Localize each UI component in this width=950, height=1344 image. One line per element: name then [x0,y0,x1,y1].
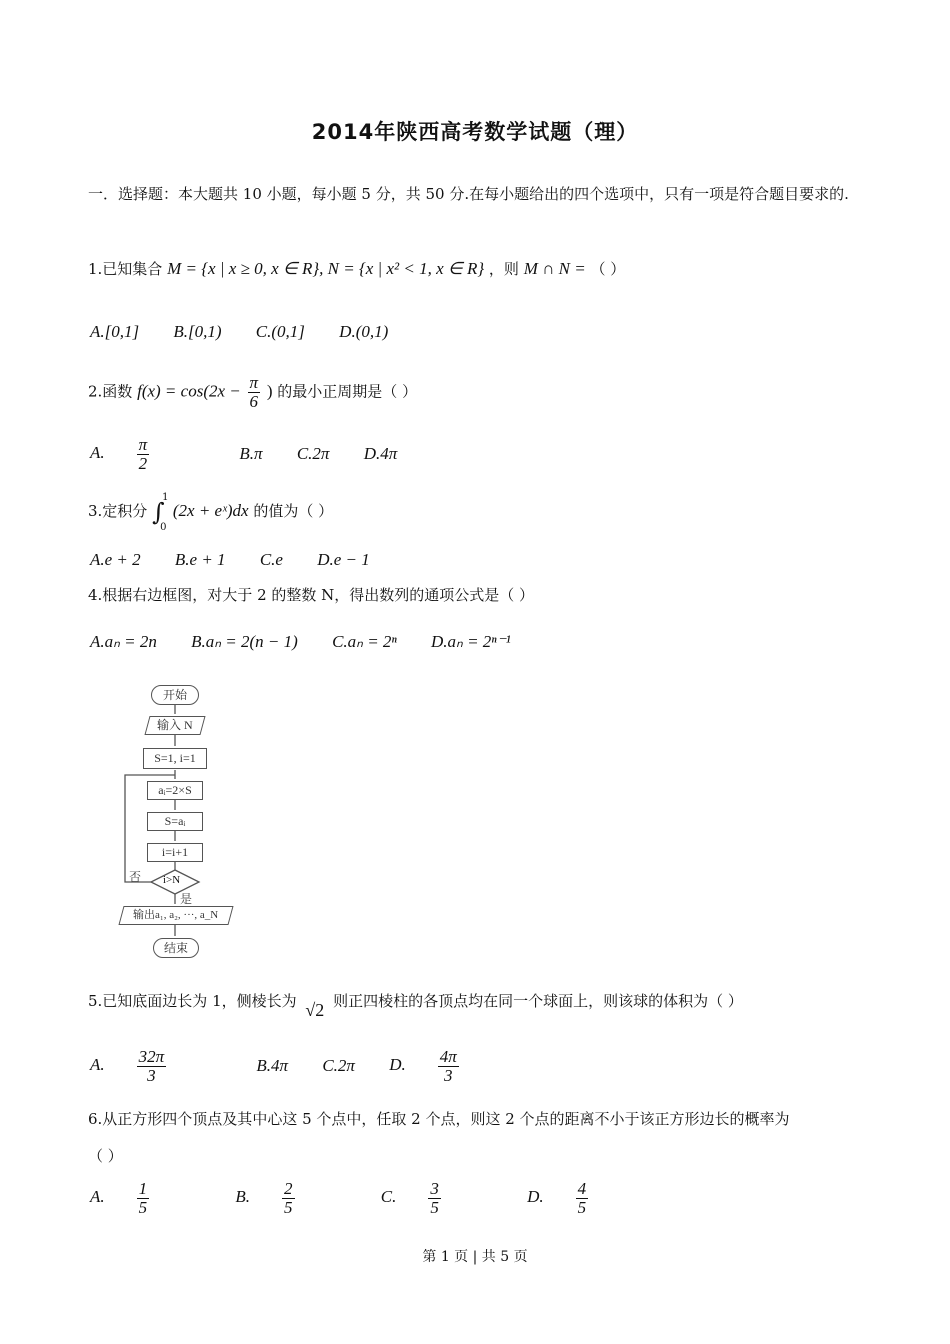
q2-frac-num: π [249,373,259,392]
question-4: 4.根据右边框图，对大于 2 的整数 N，得出数列的通项公式是（ ） [88,586,535,604]
q1-option-a: A.[0,1] [90,322,140,341]
q5-suffix: 则正四棱柱的各顶点均在同一个球面上，则该球的体积为（ ） [333,992,743,1010]
q3-suffix: 的值为（ ） [253,502,334,520]
question-1 [88,258,625,279]
q5-option-a-num: 32π [138,1047,165,1066]
q2-option-a [90,436,209,473]
q2-option-a-fraction [137,436,180,473]
q2-fraction [248,374,261,411]
q5-sqrt: √2 [305,999,325,1020]
q6-option-c-den: 5 [430,1197,439,1217]
flowchart-input [144,716,205,735]
flowchart-init: S=1, i=1 [143,748,207,769]
page-footer: 第 1 页 | 共 5 页 [422,1249,528,1265]
q5-prefix: 5.已知底面边长为 1，侧棱长为 [88,992,297,1010]
flowchart-step-3: i=i+1 [147,843,203,862]
q5-option-d-fraction [438,1048,489,1085]
flowchart-condition: i>N [163,874,181,886]
q1-option-b: B.[0,1) [173,322,222,341]
q1-option-c: C.(0,1] [255,322,305,341]
q6-paren: （ ） [88,1147,123,1165]
q5-option-a-den: 3 [147,1065,156,1085]
flowchart-yes-label: 是 [180,892,193,906]
q5-option-d-label: D. [389,1055,406,1075]
q3-upper-limit: 1 [162,492,169,503]
q2-prefix: 2.函数 [88,382,133,401]
flowchart [95,680,265,970]
question-2 [88,374,417,411]
question-6: 6.从正方形四个顶点及其中心这 5 个点中，任取 2 个点，则这 2 个点的距离不小于该正方形边长的概率为 [88,1110,790,1128]
q3-option-a: A.e + 2 [90,550,141,569]
q1-option-d: D.(0,1) [339,322,389,341]
q2-expression-left: f(x) = cos(2x − [137,381,241,401]
q6-option-a-label: A. [90,1187,105,1207]
q6-option-d-fraction [576,1180,619,1217]
flowchart-end: 结束 [153,938,199,958]
q4-option-c: C.aₙ = 2ⁿ [332,632,397,651]
flowchart-start: 开始 [151,685,199,705]
q3-lower-limit: 0 [160,522,167,533]
q6-option-d-den: 5 [577,1197,587,1217]
q5-option-d-num: 4π [439,1047,457,1066]
q5-option-d-den: 3 [443,1065,453,1085]
q2-option-a-den: 2 [138,453,148,473]
q6-option-c-num: 3 [430,1179,439,1198]
q6-option-a-fraction [137,1180,180,1217]
q5-option-d [389,1048,519,1085]
q5-option-b: B.4π [256,1056,289,1076]
q2-frac-den: 6 [249,391,259,411]
q1-paren: （ ） [590,260,626,278]
q1-options [90,322,418,342]
question-3 [88,492,334,533]
q2-option-a-num: π [138,435,148,454]
q4-option-a: A.aₙ = 2n [90,632,157,651]
q2-suffix: 的最小正周期是（ ） [277,382,418,401]
q6-option-b-label: B. [235,1187,251,1207]
q2-options [90,436,427,473]
q6-option-b-den: 5 [284,1197,293,1217]
q6-option-a-num: 1 [138,1179,148,1198]
section-heading: 一．选择题：本大题共 10 小题，每小题 5 分，共 50 分.在每小题给出的四个选项中，只有一项是符合题目要求的. [88,185,849,203]
flowchart-step-2: S=aᵢ [147,812,203,831]
q4-option-b: B.aₙ = 2(n − 1) [191,632,298,651]
flowchart-output-label: 输出a₁, a₂, ···, a_N [133,909,219,921]
q4-option-d: D.aₙ = 2ⁿ⁻¹ [431,632,511,651]
q6-option-c-fraction [428,1180,471,1217]
q2-expression-right: ) [266,381,273,401]
q3-option-c: C.e [259,550,283,569]
flowchart-step-1: aᵢ=2×S [147,781,203,800]
q6-option-d-num: 4 [577,1179,587,1198]
q1-expression: M = {x | x ≥ 0, x ∈ R}, N = {x | x² < 1, x ∈ R} [167,259,485,278]
q5-option-a-fraction [137,1048,197,1085]
question-5 [88,990,743,1020]
q6-options [90,1180,678,1217]
q2-option-a-label: A. [90,443,105,463]
page-title: 2014年陕西高考数学试题（理） [311,120,639,144]
q6-option-b-num: 2 [284,1179,293,1198]
q4-options [90,632,541,652]
q1-ask: M ∩ N = [523,259,586,278]
q2-option-b: B.π [239,444,263,464]
q2-option-d: D.4π [363,444,398,464]
flowchart-output [118,906,233,925]
q6-option-a [90,1180,209,1217]
q5-option-a [90,1048,226,1085]
q6-option-b-fraction [282,1180,325,1217]
q6-option-c [381,1180,501,1217]
q3-option-d: D.e − 1 [317,550,370,569]
q6-option-d [527,1180,648,1217]
q5-option-c: C.2π [322,1056,355,1076]
integral-sign-icon: ∫ 1 0 [152,492,169,533]
flowchart-no-label: 否 [129,870,142,884]
q5-option-a-label: A. [90,1055,105,1075]
q3-option-b: B.e + 1 [174,550,226,569]
q3-prefix: 3.定积分 [88,502,148,520]
q6-option-b [235,1180,354,1217]
q6-option-c-label: C. [380,1187,397,1207]
q3-integrand: (2x + eˣ)dx [172,501,249,520]
q2-option-c: C.2π [296,444,330,464]
q6-option-d-label: D. [527,1187,544,1207]
q5-options [90,1048,549,1085]
q6-option-a-den: 5 [138,1197,148,1217]
q3-options [90,550,400,570]
q1-prefix: 1.已知集合 [88,260,163,278]
flowchart-input-label: 输入 N [157,718,193,732]
q1-suffix: ，则 [488,260,519,278]
